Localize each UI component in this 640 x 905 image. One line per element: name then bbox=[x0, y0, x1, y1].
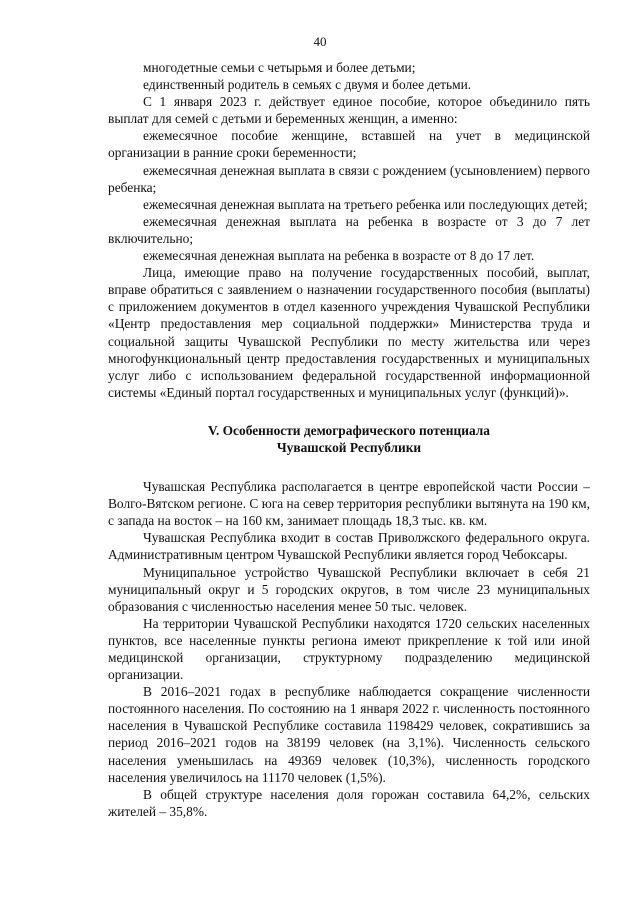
paragraph: На территории Чувашской Республики находятся 1720 сельских населенных пунктов, все населенные пункты региона имеют прикрепление к той или иной медицинской организации, структурному подразделению медицинской организации. bbox=[108, 615, 590, 683]
paragraph: многодетные семьи с четырьмя и более детьми; bbox=[143, 60, 416, 75]
paragraph: Чувашская Республика располагается в центре европейской части России – Волго-Вятском регионе. С юга на север территория республики вытянута на 190 км, с запада на восток – на 160 км, занимает площадь 18,3 тыс. кв. км. bbox=[108, 479, 590, 529]
paragraph: ежемесячное пособие женщине, вставшей на учет в медицинской организации в ранние сроки беременности; bbox=[108, 128, 590, 161]
paragraph: Чувашская Республика входит в состав Приволжского федерального округа. Административным центром Чувашской Республики является город Чебоксары. bbox=[108, 530, 590, 563]
paragraph: единственный родитель в семьях с двумя и более детьми. bbox=[143, 77, 472, 93]
section-heading-line-2: Чувашской Республики bbox=[276, 439, 422, 455]
paragraph: Лица, имеющие право на получение государственных пособий, выплат, вправе обратиться с заявлением о назначении государственного пособия (выплаты) с приложением документов в отдел казенного учреждения Чувашской Республики «Центр предоставления мер социальной поддержки» Министерства труда и социальной защиты Чувашской Республики по месту жительства или через многофункциональный центр предоставления государственных и муниципальных услуг либо с использованием федеральной государственной информационной системы «Единый портал государственных и муниципальных услуг (функций)». bbox=[108, 265, 590, 400]
paragraph: В общей структуре населения доля горожан составила 64,2%, сельских жителей – 35,8%. bbox=[108, 786, 590, 819]
page-content bbox=[108, 59, 590, 820]
paragraph: ежемесячная денежная выплата в связи с рождением (усыновлением) первого ребенка; bbox=[108, 162, 590, 195]
paragraph: ежемесячная денежная выплата на ребенка в возрасте от 8 до 17 лет. bbox=[143, 248, 535, 264]
page-number: 40 bbox=[313, 34, 327, 49]
paragraph: В 2016–2021 годах в республике наблюдается сокращение численности постоянного населения. По состоянию на 1 января 2022 г. численность постоянного населения в Чувашской Республике составила 1198429 человек, сократившись за период 2016–2021 годов на 38199 человек (на 3,1%). Численность сельского населения уменьшилась на 49369 человек (10,3%), численность городского населения увеличилось на 11170 человек (1,5%). bbox=[108, 684, 590, 785]
section-heading bbox=[108, 422, 590, 456]
section-heading-line-1: V. Особенности демографического потенциала bbox=[208, 422, 490, 438]
paragraph: ежемесячная денежная выплата на третьего ребенка или последующих детей; bbox=[143, 196, 588, 212]
paragraph: Муниципальное устройство Чувашской Республики включает в себя 21 муниципальный округ и 5 городских округов, в том числе 23 муниципальных образования с численностью населения менее 50 тыс. человек. bbox=[108, 564, 590, 614]
paragraph: С 1 января 2023 г. действует единое пособие, которое объединило пять выплат для семей с детьми и беременных женщин, а именно: bbox=[108, 94, 590, 127]
paragraph: ежемесячная денежная выплата на ребенка в возрасте от 3 до 7 лет включительно; bbox=[108, 213, 590, 246]
